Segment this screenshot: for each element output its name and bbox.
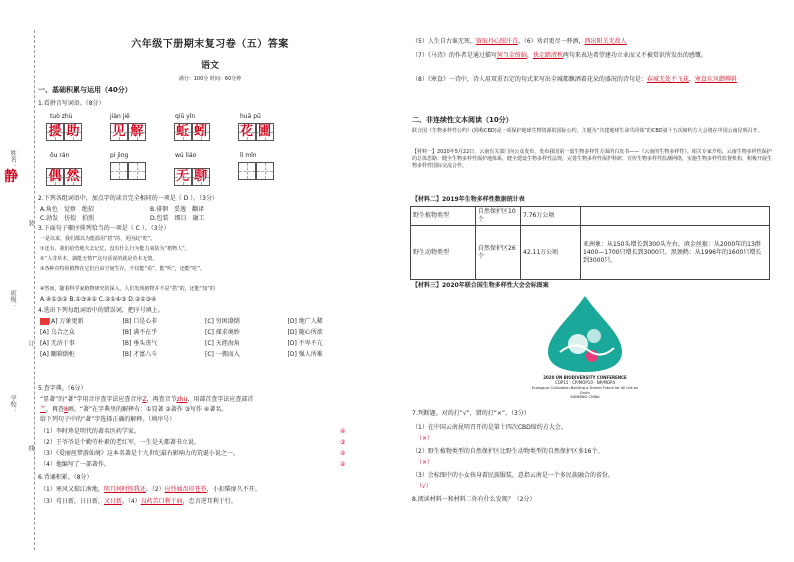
pinyin: jiàn jiě xyxy=(110,113,130,120)
question-1: 1.看拼音写词语。（8分） xyxy=(38,100,105,107)
q4-item: [B] 垂头丧气 xyxy=(122,340,158,348)
q5-answer: ③ xyxy=(340,439,346,446)
pinyin: ǒu rán xyxy=(50,152,70,159)
answer-char xyxy=(110,162,128,180)
q7-statement: （3）会标图中的小女孩身着民族服装，意指云南是一个多民族融合的省份。 xyxy=(412,472,614,479)
q3-options: A.④①③② B.①③④② C.②①④③ D.②①③④ xyxy=(40,296,157,303)
q5-sentence: （3）《爱丽丝梦游仙境》这本名著是十九世纪最有影响力的荒诞小说之一。 xyxy=(40,450,239,457)
q3-line: ④然而，随着科学家植物研究的深入，人们发现植物并不是“搭”的，还能“知”的 xyxy=(40,286,215,292)
q7-answer: （×） xyxy=(416,435,434,442)
logo-line: COP15 · CP/MOP10 · NP/MOP4 xyxy=(554,380,616,386)
answer-char xyxy=(128,162,146,180)
table-cell: 野生植物类型 xyxy=(411,207,476,226)
data-table xyxy=(410,206,770,280)
q5-line: 艹，再查8画。“著”在字典里的解释有：①显著 ②著作 ③写作 ④著名。 xyxy=(40,406,228,413)
answer-char: 花 xyxy=(238,123,256,141)
question-5: 5.查字典。（6分） xyxy=(38,385,87,392)
q4-item: [B] 满不在乎 xyxy=(122,329,158,337)
answer-char: 圃 xyxy=(256,123,274,141)
material-intro: 联合国《生物多样性公约》(简称CBD)是一项保护地球生物资源的国际公约，主题为“共建地球生命共同体”的CBD第十五次缔约方大会将在中国云南昆明召开。 xyxy=(412,128,763,134)
conference-logo xyxy=(530,292,640,400)
binding-char: 线 xyxy=(27,445,35,451)
q6-line: （1）寒风又掠江南地，明月何时照我还。（2）应怜屐齿印苍苔，小扣柴扉久不开。 xyxy=(40,486,261,493)
section-heading: 二、非连续性文本阅读（10分） xyxy=(412,116,513,124)
logo-line: KUNMING CHINA xyxy=(570,395,600,400)
option: B.徘徊 妥逸 翻译 xyxy=(150,206,205,213)
table-cell: 42.11万公顷 xyxy=(521,226,581,280)
q7-statement: （1）在中国云南昆明召开的是第十四次CBD缔约方大会。 xyxy=(412,424,567,431)
material-3-title: 【材料三】2020年联合国生物多样性大会会标图案 xyxy=(412,282,549,289)
option: D.包装 细目 融工 xyxy=(150,215,205,222)
question-3: 3.下面句子顺序排列恰当的一项是（ C ）。（3分） xyxy=(38,225,170,232)
answer-char xyxy=(256,162,274,180)
q4-item: [A] 无济于事 xyxy=(40,340,75,348)
binding-char: 订 xyxy=(27,340,35,346)
answer-char: 解 xyxy=(128,123,146,141)
q5-answer: ④ xyxy=(340,428,346,435)
question-6: 6.背诵积累。（8分） xyxy=(38,474,93,481)
q3-line: ①还有，我们给营地夫去记忆，没有什么行为能力来防为“植物人”。 xyxy=(40,246,190,252)
option: A.角色 觉察 绝招 xyxy=(40,206,94,213)
pinyin: tuò zhù xyxy=(50,113,73,120)
pinyin: lì mǐn xyxy=(240,152,257,159)
table-cell: 亚洲象：从150头增长到300头左右。滇金丝猴：从2000年的13群1400—1700只增长到3000只。黑颈鹤：从1996年的1600只增长到3000只。 xyxy=(581,226,770,280)
q7-answer: （√） xyxy=(416,483,432,490)
answer-char: 蚯 xyxy=(174,123,192,141)
page-title: 六年级下册期末复习卷（五）答案 xyxy=(131,39,289,50)
q4-item: [C] 穷困潦倒 xyxy=(205,318,240,325)
q4-grid xyxy=(40,318,370,359)
stamp-text: 静 xyxy=(4,169,18,185)
word-boxes-row2 xyxy=(46,162,274,186)
question-7: 7.判断题。对的打“√”，错的打“×”。（3分） xyxy=(412,410,530,417)
q5-sentence: （4）他编写了一部著作。 xyxy=(40,461,110,468)
logo-line: 2020 UN BIODIVERSITY CONFERENCE xyxy=(543,375,627,381)
table-row xyxy=(411,226,770,280)
answer-char: 然 xyxy=(64,168,82,186)
table-cell: 自然保护区26个 xyxy=(476,226,521,280)
answer-char: 蚓 xyxy=(192,123,210,141)
material-2-title: 【材料二】2019年生物多样性数据统计表 xyxy=(412,196,525,203)
pinyin: huā pǔ xyxy=(240,113,261,120)
q4-item: [A] 翻箱倒柜 xyxy=(40,351,75,359)
class-label: 班级： xyxy=(9,290,17,308)
answer-char: 援 xyxy=(46,123,64,141)
q7-answer: （×） xyxy=(416,459,434,466)
q4-item: [A][A] 万象更新 xyxy=(40,318,84,325)
q4-item: [D] 不卑不亢 xyxy=(287,340,323,348)
q5-sentence: （1）李时珍是明代的著名医药学家。 xyxy=(40,428,140,435)
binding-line xyxy=(34,30,35,550)
logo-line: Ecological Civilization-Building a Shared Future for All Life on Earth xyxy=(531,385,639,395)
droplet-emblem-icon xyxy=(530,292,640,372)
q4-item: [B] 口是心非 xyxy=(122,318,158,325)
q5-line: “显著”的“著”字用音序查字法应查音序Z，再查音节zhù，用部首查字法应查部首 xyxy=(40,396,254,403)
q5-note: 给下列句子中的“著”字选择正确的解释。（填序号） xyxy=(40,416,176,423)
q6-cont-line: （5）人生自古谁无死，留取丹心照汗青。（6）劝君更尽一杯酒，西出阳关无故人 xyxy=(412,38,627,45)
option: C.勃发 彷徨 拍照 xyxy=(40,215,95,222)
table-cell: 野生动物类型 xyxy=(411,226,476,280)
answer-char: 偶 xyxy=(46,168,64,186)
q6-cont-line: （8）《寒食》一诗中，诗人用双重否定的句式来写出全城都飘洒着花朵的盛况的诗句是：春城无处不飞花，寒食东风御柳斜 xyxy=(412,76,737,83)
school-label: 学校： xyxy=(9,395,17,413)
q4-item: [D] 地广人稀 xyxy=(287,318,323,325)
q6-cont-line: （7）《马诗》的作者是通过描写何当金络脑，快走踏清秋两句来表达希望建功立业而又不被赏识所发出的感慨。 xyxy=(412,52,707,59)
answer-char xyxy=(238,162,256,180)
answer-char: 聊 xyxy=(192,168,210,186)
q3-line: 一是以来，我们都以为能温用“搭”的，更因此“吃”。 xyxy=(40,236,156,242)
q4-item: [D] 随心所欲 xyxy=(287,329,323,337)
binding-char: 装 xyxy=(27,220,35,226)
name-label: 姓名： xyxy=(9,150,17,168)
table-cell: 7.76万公顷 xyxy=(521,207,581,226)
section-heading: 一、基础积累与运用（40分） xyxy=(38,86,132,94)
pinyin: wú liáo xyxy=(175,152,197,159)
question-8: 8.阅读材料一和材料二你有什么发现？（2分） xyxy=(412,496,536,503)
word-boxes-row1 xyxy=(46,123,274,141)
subject-title: 语文 xyxy=(200,61,219,71)
pinyin: pí jìng xyxy=(110,152,129,159)
table-cell xyxy=(581,207,770,226)
pinyin: qiū yǐn xyxy=(175,113,196,120)
q5-sentence: （2）王爷爷是个勤劳朴素的老红军，一生是天都著书立说。 xyxy=(40,439,200,446)
q7-statement: （2）野生植物类型的自然保护区比野生动物类型的自然保护区多16个。 xyxy=(412,448,604,455)
answer-char: 无 xyxy=(174,168,192,186)
q4-item: [D] 强人所难 xyxy=(287,351,323,359)
q4-item: [C] 一拥而入 xyxy=(205,351,240,359)
table-cell: 自然保护区10个 xyxy=(476,207,521,226)
q4-item: [A] 乌合之众 xyxy=(40,329,75,337)
q4-item: [B] 才富八斗 xyxy=(122,351,158,359)
answer-char: 见 xyxy=(110,123,128,141)
answer-char: 助 xyxy=(64,123,82,141)
q3-line: ③各种奇特的植物在它们自由空间生存。不仅能“看”，能“听”，还能“吃”。 xyxy=(40,266,206,272)
exam-meta: 满分：100分 时间：60分钟 xyxy=(178,76,242,82)
q6-line: （3）苟日新，日日新，又日新。（4）良药苦口利于病，忠言逆耳利于行。 xyxy=(40,498,237,505)
table-row xyxy=(411,207,770,226)
question-4: 4.选出下列每组词语中的错误词，把序号填上。 xyxy=(38,307,164,314)
q5-answer: ② xyxy=(340,450,346,457)
q4-item: [C] 天涯海角 xyxy=(205,340,240,348)
q4-item: [C] 探求奥妙 xyxy=(205,329,240,337)
material-1: 【材料一】2020年5月22日，云南有关部门向公众发布，发布我国第一部生物多样性方面的白皮书——《云南的生物多样性》。相关专家介绍，云南生物多样性保护的总体思路：健全生物多样性保护地体系，健全建设生物多样性法规，完善生物多样性保护科研、宣传生物多样性监测网络，实施生物多样性监督机构，积极开展生物多样性国际交流合作。 xyxy=(412,149,773,169)
question-2: 2.下列各组词语中，加点字的读音完全相同的一项是（ D ）。（3分） xyxy=(38,195,218,202)
q5-answer: ② xyxy=(340,461,346,468)
q3-line: ②“人非草木，孰能无情?”这句话说的就是草木无情。 xyxy=(40,256,158,262)
